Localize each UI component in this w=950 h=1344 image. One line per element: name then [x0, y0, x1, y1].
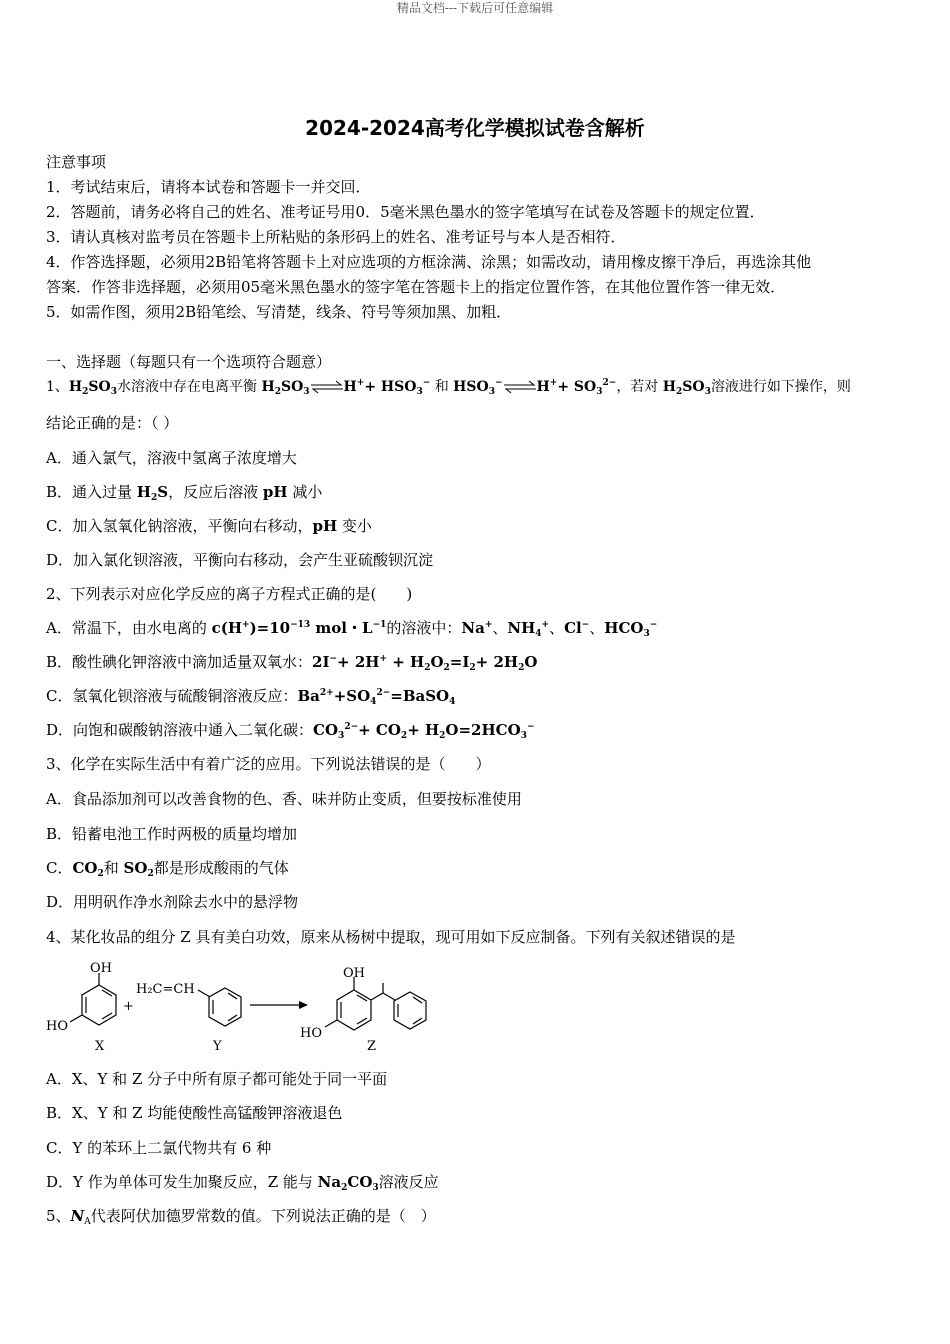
note-item: 3．请认真核对监考员在答题卡上所粘贴的条形码上的姓名、准考证号与本人是否相符． [46, 228, 626, 246]
note-item: 2．答题前，请务必将自己的姓名、准考证号用0．5毫米黑色墨水的签字笔填写在试卷及答题卡的规定位置． [46, 203, 765, 221]
note-item: 5．如需作图，须用2B铅笔绘、写清楚，线条、符号等须加黑、加粗． [46, 303, 512, 321]
y-vinyl-label: H₂C=CH [136, 982, 195, 997]
q4-option-c: C．Y 的苯环上二氯代物共有 6 种 [46, 1139, 272, 1157]
reaction-scheme-diagram [40, 955, 460, 1060]
q2-option-a: A．常温下，由水电离的 $c(H^+)=10^{-13}$ mol・$L^{-1}$的溶液中：Na+、$NH_4^+$、Cl−、$HCO_3^-$ [46, 619, 658, 639]
note-item: 答案．作答非选择题，必须用05毫米黑色墨水的签字笔在答题卡上的指定位置作答，在其他位置作答一律无效． [46, 278, 786, 296]
x-ho-label: HO [46, 1019, 68, 1034]
z-ho-label: HO [300, 1026, 322, 1041]
q2-option-c: C．氢氧化钡溶液与硫酸铜溶液反应：$Ba^{2+}+SO_4^{2-}=BaSO_4$ [46, 687, 456, 707]
q2-option-d: D．向饱和碳酸钠溶液中通入二氧化碳：$CO_3^{2-}+ CO_2+ H_2O=2HCO_3^-$ [46, 721, 535, 741]
q3-stem: 3、化学在实际生活中有着广泛的应用。下列说法错误的是（ ） [46, 755, 491, 773]
y-label: Y [213, 1039, 222, 1054]
section-heading: 一、选择题（每题只有一个选项符合题意） [46, 353, 332, 371]
q2-stem: 2、下列表示对应化学反应的离子方程式正确的是( ) [46, 585, 413, 603]
q2-option-b: B．酸性碘化钾溶液中滴加适量双氧水：$2I^-+ 2H^+ + H_2O_2=I_2+ 2H_2O$ [46, 653, 538, 673]
reaction-arrow-icon [250, 1001, 308, 1009]
q1-option-c: C．加入氢氧化钠溶液，平衡向右移动，pH 变小 [46, 517, 372, 535]
equilibrium-arrow-icon [310, 380, 344, 394]
q1-stem-cont: 结论正确的是：（ ） [46, 414, 179, 432]
q4-option-a: A．X、Y 和 Z 分子中所有原子都可能处于同一平面 [46, 1070, 388, 1088]
x-label: X [95, 1039, 105, 1054]
q3-option-b: B．铅蓄电池工作时两极的质量均增加 [46, 825, 298, 843]
q3-option-d: D．用明矾作净水剂除去水中的悬浮物 [46, 893, 299, 911]
q1-option-b: B．通入过量 $H_2S$，反应后溶液 pH 减小 [46, 483, 323, 503]
molecule-x [70, 973, 116, 1025]
molecule-y [198, 988, 241, 1026]
q1-stem: 1、$H_2SO_3$水溶液中存在电离平衡 $H_2SO_3$ $H^++ HSO_3^-$ 和 $HSO_3^-$ $H^++ SO_3^{2-}$，若对 $H_2SO_3$溶液进行如下操作，则 [46, 378, 851, 397]
q4-stem: 4、某化妆品的组分 Z 具有美白功效，原来从杨树中提取，现可用如下反应制备。下列有关叙述错误的是 [46, 928, 736, 946]
q4-option-d: D．Y 作为单体可发生加聚反应，Z 能与 $Na_2CO_3$溶液反应 [46, 1173, 439, 1193]
equilibrium-arrow-icon [503, 380, 537, 394]
q5-stem: 5、$N_A$代表阿伏加德罗常数的值。下列说法正确的是（ ） [46, 1207, 436, 1227]
q3-option-a: A．食品添加剂可以改善食物的色、香、味并防止变质，但要按标准使用 [46, 790, 522, 808]
page-header: 精品文档---下载后可任意编辑 [396, 1, 554, 15]
note-item: 1．考试结束后，请将本试卷和答题卡一并交回． [46, 178, 371, 196]
z-oh-label: OH [343, 966, 365, 981]
q4-option-b: B．X、Y 和 Z 均能使酸性高锰酸钾溶液退色 [46, 1104, 343, 1122]
note-item: 4．作答选择题，必须用2B铅笔将答题卡上对应选项的方框涂满、涂黑；如需改动，请用橡皮擦干净后，再选涂其他 [46, 253, 812, 271]
x-oh-label: OH [90, 961, 112, 976]
notes-heading: 注意事项 [46, 153, 107, 171]
molecule-z [325, 977, 426, 1030]
plus-sign: + [123, 999, 134, 1014]
q1-option-a: A．通入氯气，溶液中氢离子浓度增大 [46, 449, 297, 467]
z-label: Z [367, 1039, 377, 1054]
q1-option-d: D．加入氯化钡溶液，平衡向右移动，会产生亚硫酸钡沉淀 [46, 551, 434, 569]
q3-option-c: C．$CO_2$和 $SO_2$都是形成酸雨的气体 [46, 859, 289, 879]
document-title: 2024-2024高考化学模拟试卷含解析 [305, 116, 645, 140]
